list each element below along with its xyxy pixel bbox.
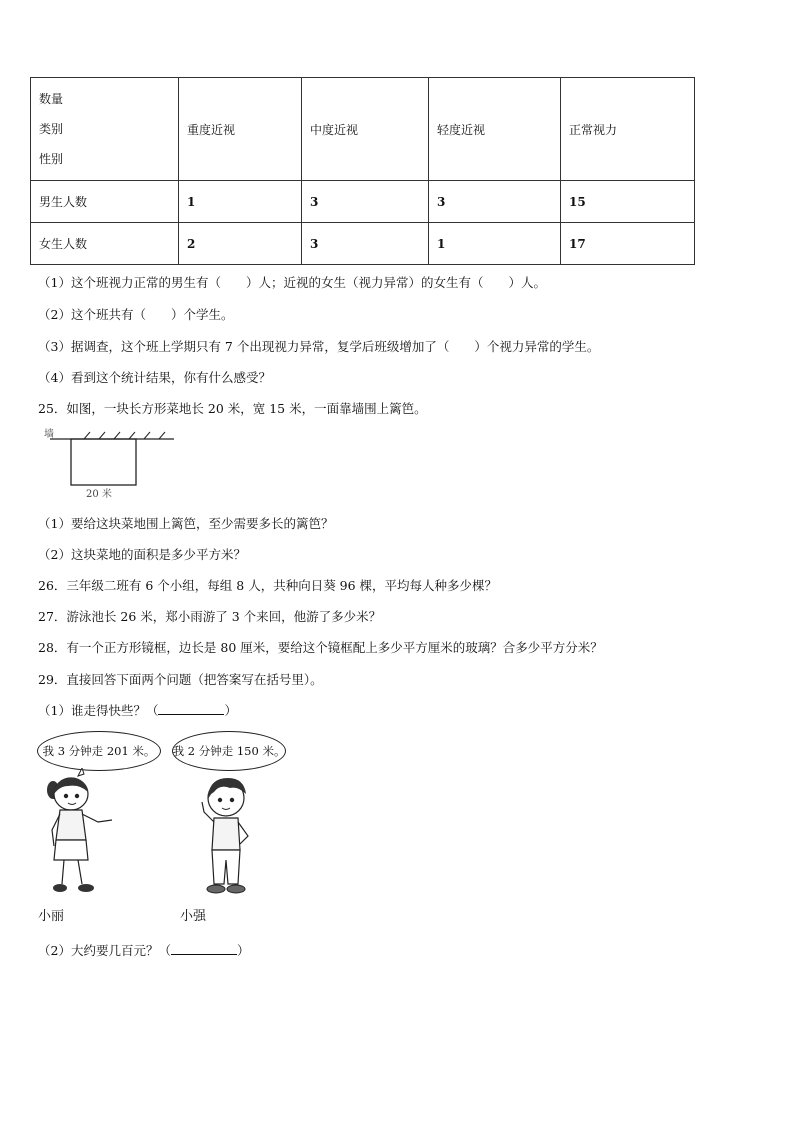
boy-illustration	[192, 772, 262, 900]
q29-sub2-close: ）	[236, 943, 250, 958]
diagonal-header-cell	[31, 78, 179, 181]
boy-speech-bubble	[172, 731, 286, 771]
girl-figure	[38, 768, 118, 900]
column-header: 轻度近视	[429, 78, 561, 181]
q25-sub2: （2）这块菜地的面积是多少平方米？	[38, 547, 246, 562]
q24-sub1: （1）这个班视力正常的男生有（ ）人；近视的女生（视力异常）的女生有（ ）人。	[38, 275, 546, 290]
q29-stem: 29．直接回答下面两个问题（把答案写在括号里）。	[38, 672, 323, 687]
table-row	[31, 223, 695, 265]
length-label: 20 米	[86, 489, 112, 500]
q29-sub1-label: （1）谁走得快些？（	[38, 703, 159, 718]
table-cell: 1	[429, 223, 561, 265]
q25-stem: 25．如图，一块长方形菜地长 20 米，宽 15 米，一面靠墙围上篱笆。	[38, 401, 427, 416]
girl-illustration	[38, 768, 118, 900]
table-header-row	[31, 78, 695, 181]
q24-sub4: （4）看到这个统计结果，你有什么感受？	[38, 370, 271, 385]
header-gender: 性别	[39, 152, 64, 166]
girl-speech-text: 我 3 分钟走 201 米。	[42, 744, 156, 758]
garden-diagram-svg	[44, 425, 184, 500]
boy-name: 小强	[180, 909, 207, 924]
q28: 28．有一个正方形镜框，边长是 80 厘米，要给这个镜框配上多少平方厘米的玻璃？合多少平方分米？	[38, 640, 603, 655]
q29-sub2	[38, 941, 249, 959]
garden-diagram	[44, 425, 184, 500]
header-category: 类别	[39, 122, 64, 136]
table-cell: 3	[302, 181, 429, 223]
wall-label: 墙	[44, 429, 54, 440]
q25-sub1: （1）要给这块菜地围上篱笆，至少需要多长的篱笆？	[38, 516, 334, 531]
boy-speech-text: 我 2 分钟走 150 米。	[172, 744, 286, 758]
q27: 27．游泳池长 26 米，郑小雨游了 3 个来回，他游了多少米？	[38, 609, 382, 624]
row-label: 女生人数	[31, 223, 179, 265]
q29-sub1	[38, 701, 237, 719]
header-quantity: 数量	[39, 92, 64, 106]
q29-sub2-label: （2）大约要几百元？（	[38, 943, 171, 958]
girl-speech-bubble	[37, 731, 161, 771]
column-header: 中度近视	[302, 78, 429, 181]
q24-sub3: （3）据调查，这个班上学期只有 7 个出现视力异常，复学后班级增加了（ ）个视力异常的学生。	[38, 339, 600, 354]
table-row	[31, 181, 695, 223]
table-cell: 15	[561, 181, 695, 223]
table-cell: 3	[429, 181, 561, 223]
boy-figure	[192, 772, 262, 900]
answer-blank-2[interactable]	[171, 942, 237, 955]
q26: 26．三年级二班有 6 个小组，每组 8 人，共种向日葵 96 棵，平均每人种多少棵？	[38, 578, 498, 593]
table-cell: 2	[179, 223, 302, 265]
answer-blank-1[interactable]	[158, 702, 224, 715]
vision-stats-table	[30, 77, 695, 265]
table-cell: 17	[561, 223, 695, 265]
q29-sub1-close: ）	[224, 703, 237, 718]
column-header: 正常视力	[561, 78, 695, 181]
girl-name: 小丽	[38, 909, 65, 924]
column-header: 重度近视	[179, 78, 302, 181]
row-label: 男生人数	[31, 181, 179, 223]
q24-sub2: （2）这个班共有（ ）个学生。	[38, 307, 234, 322]
table-cell: 3	[302, 223, 429, 265]
table-cell: 1	[179, 181, 302, 223]
